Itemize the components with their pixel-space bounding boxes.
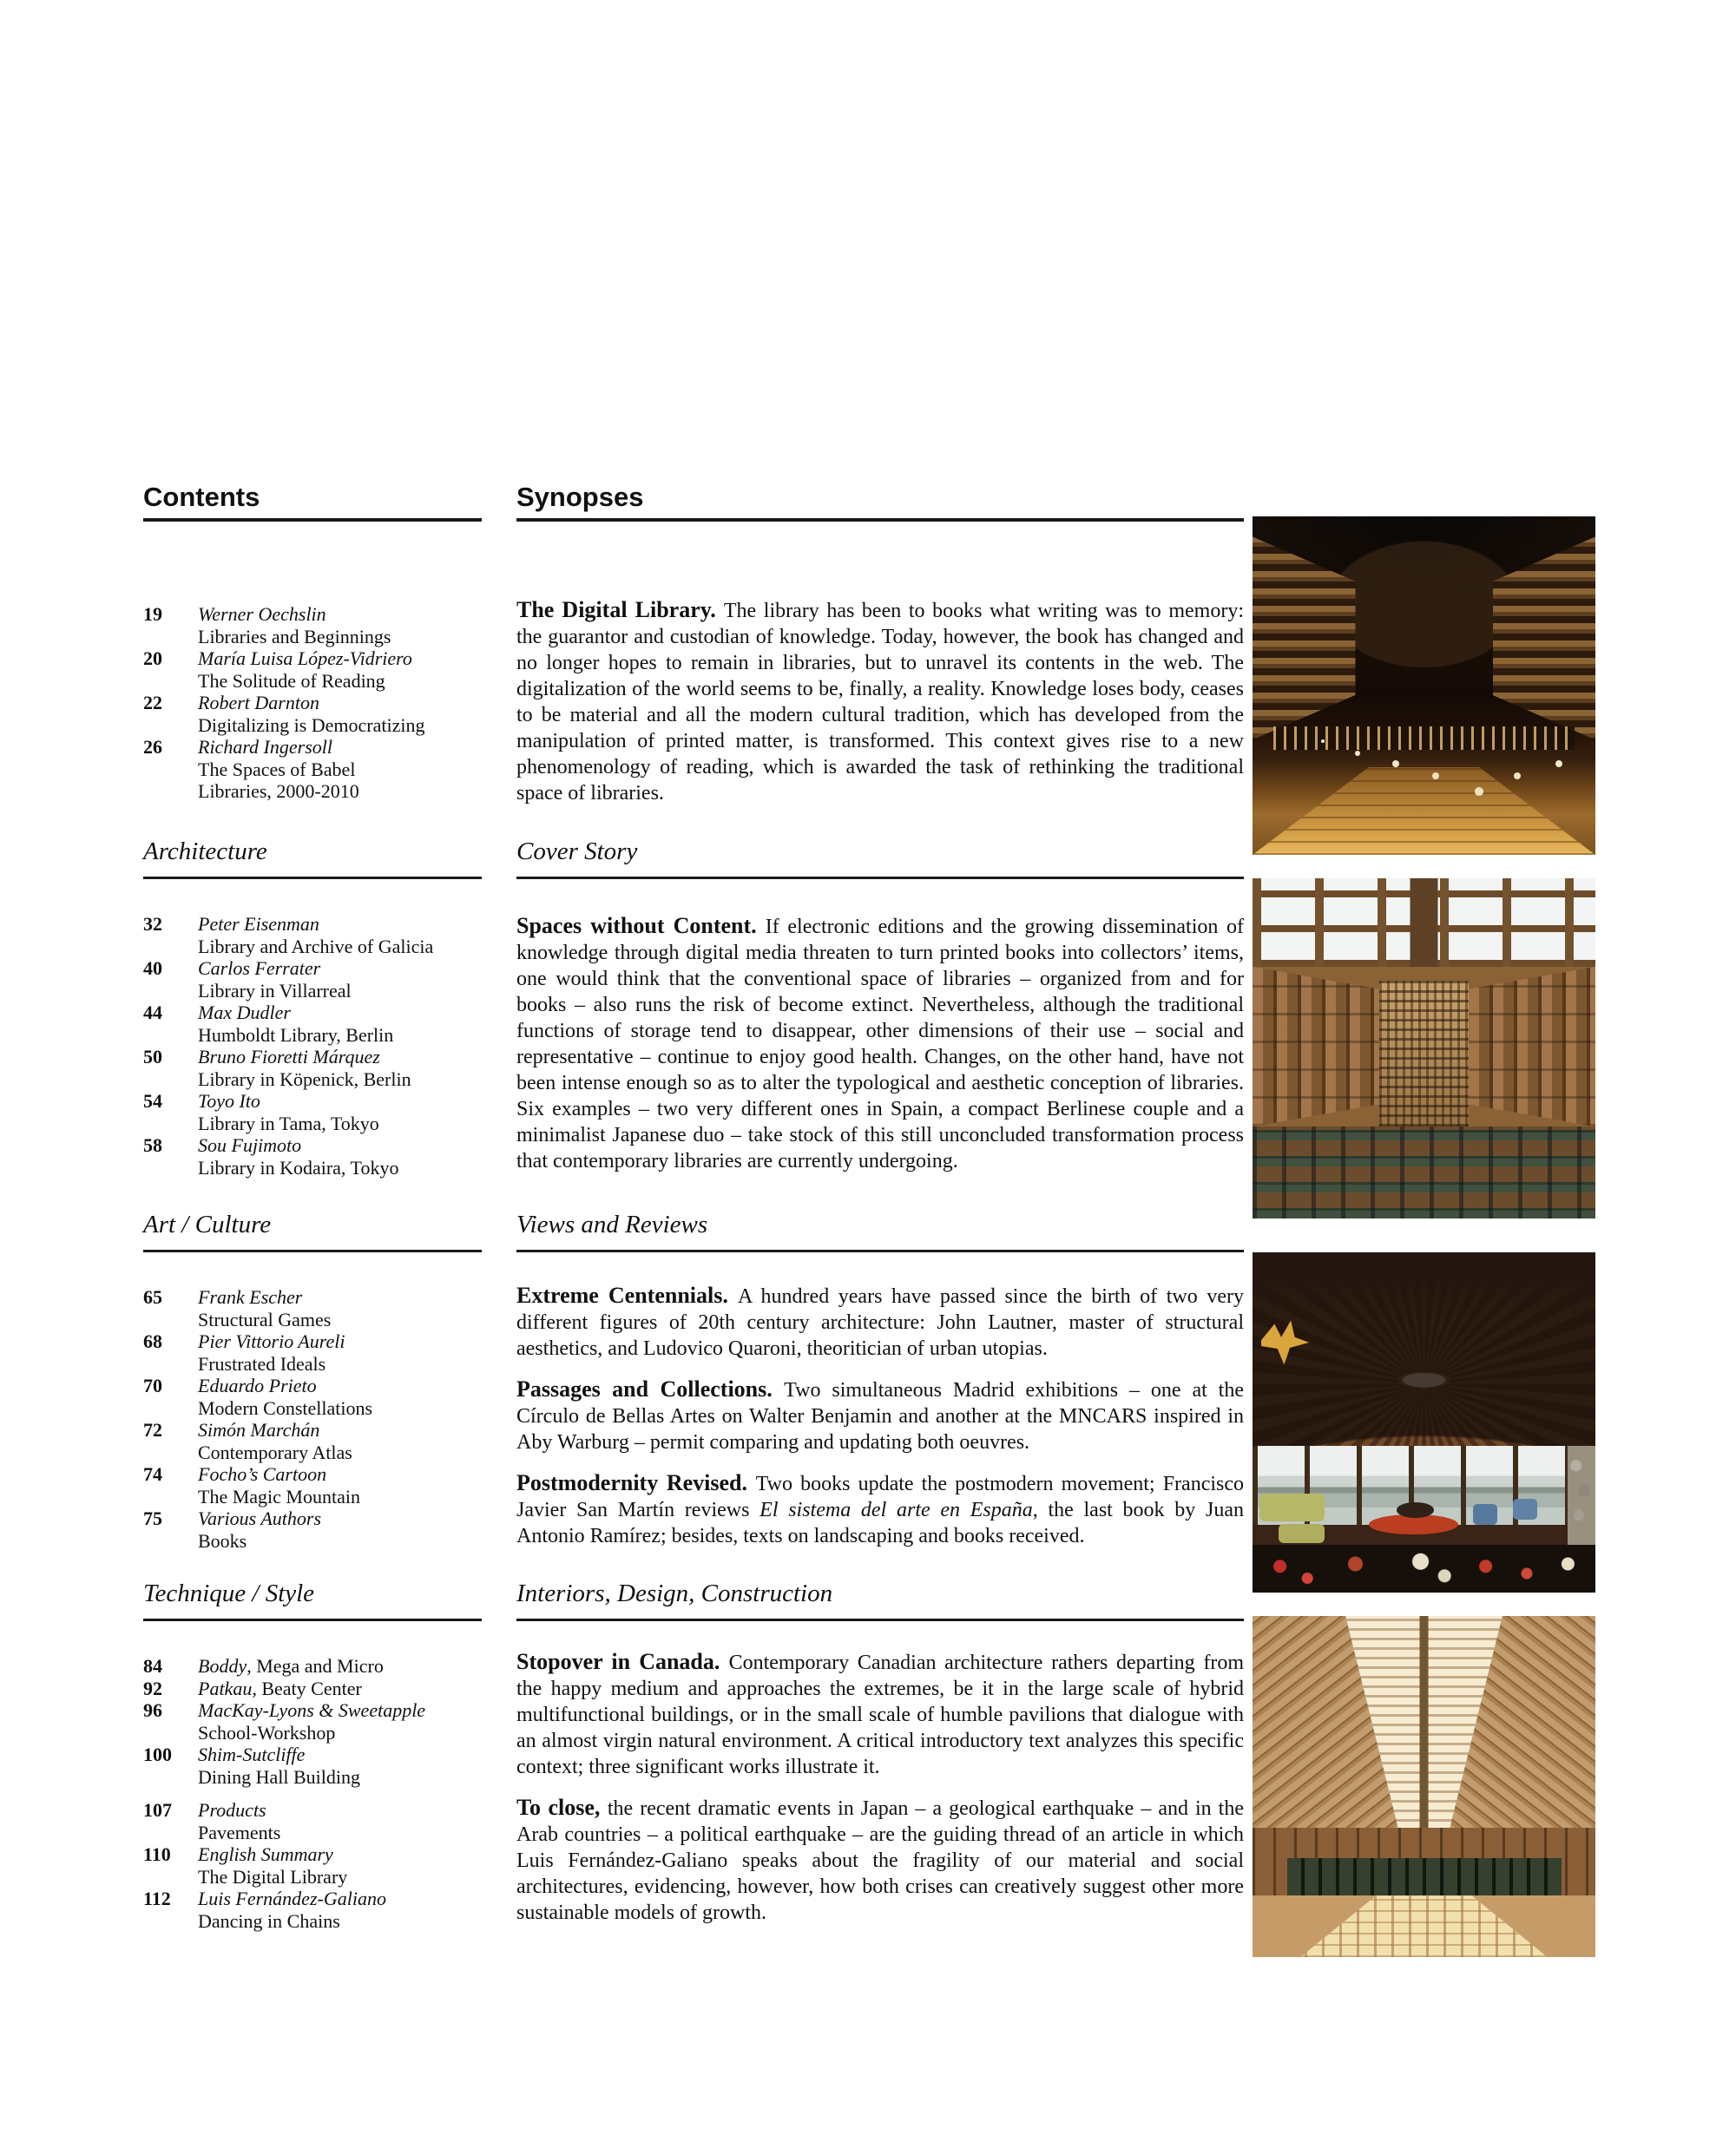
toc-author-line bbox=[198, 1286, 482, 1309]
toc-page-number: 22 bbox=[143, 692, 162, 713]
toc-entry-50 bbox=[143, 1046, 482, 1090]
toc-author-line bbox=[198, 603, 482, 626]
toc-entry-110 bbox=[143, 1843, 482, 1888]
synopsis-section-interiors bbox=[516, 1649, 1244, 1926]
toc-author: Pier Vittorio Aureli bbox=[198, 1330, 345, 1352]
toc-title: Library in Kodaira, Tokyo bbox=[198, 1156, 399, 1179]
toc-title: Humboldt Library, Berlin bbox=[198, 1023, 394, 1046]
toc-entry-40 bbox=[143, 957, 482, 1002]
toc-page-number: 72 bbox=[143, 1419, 162, 1441]
toc-page-number: 54 bbox=[143, 1090, 162, 1112]
toc-page-number: 32 bbox=[143, 913, 162, 935]
toc-entry-75 bbox=[143, 1508, 482, 1552]
toc-page-number: 40 bbox=[143, 957, 162, 979]
toc-entry-text bbox=[198, 1888, 482, 1932]
toc-author: Luis Fernández-Galiano bbox=[198, 1888, 386, 1909]
toc-entry-text bbox=[198, 1678, 482, 1700]
toc-entry-19 bbox=[143, 603, 482, 647]
photo-layer bbox=[1253, 1545, 1595, 1593]
toc-author-line bbox=[198, 1463, 482, 1486]
section-heading-interiors-design-construction: Interiors, Design, Construction bbox=[516, 1580, 1244, 1621]
toc-author-line bbox=[198, 1375, 482, 1397]
toc-entry-20 bbox=[143, 647, 482, 692]
toc-author-line bbox=[198, 736, 482, 759]
toc-author-suffix: Beaty Center bbox=[256, 1677, 362, 1699]
toc-title: The Digital Library bbox=[198, 1865, 348, 1888]
toc-entry-72 bbox=[143, 1419, 482, 1463]
toc-entry-text bbox=[198, 1843, 482, 1888]
toc-page-number: 50 bbox=[143, 1046, 162, 1067]
toc-author-line bbox=[198, 1744, 482, 1766]
toc-entry-text bbox=[198, 647, 482, 692]
toc-entry-text bbox=[198, 1046, 482, 1090]
synopsis-lead: Passages and Collections. bbox=[516, 1376, 785, 1402]
toc-title: School-Workshop bbox=[198, 1721, 336, 1744]
toc-page-number: 70 bbox=[143, 1375, 162, 1396]
toc-author-line bbox=[198, 957, 482, 980]
synopsis-text: The library has been to books what writing was to memory: the guarantor and custodian of knowledge. Today, however, the book has changed and no longer hopes to remain in libraries, but to unravel its contents in the web. The digitalization of the world seems to be, finally, a reality. Knowledge loses body, ceases to be material and all the modern cultural tradition, which has developed from the manipulation of printed matter, is transformed. This context gives rise to a new phenomenology of reading, which is awarded the task of rethinking the traditional space of libraries. bbox=[516, 600, 1244, 805]
toc-author-line bbox=[198, 1888, 482, 1910]
photo-layer bbox=[1397, 1502, 1434, 1518]
synopsis-lead: Stopover in Canada. bbox=[516, 1649, 729, 1674]
toc-entry-text bbox=[198, 1330, 482, 1375]
toc-author-line bbox=[198, 1655, 482, 1678]
section-heading-views-and-reviews: Views and Reviews bbox=[516, 1211, 1244, 1252]
toc-author-line bbox=[198, 1419, 482, 1442]
toc-title: Library in Köpenick, Berlin bbox=[198, 1067, 411, 1090]
toc-title: Modern Constellations bbox=[198, 1396, 373, 1419]
toc-author: Various Authors bbox=[198, 1508, 322, 1529]
section-heading-architecture: Architecture bbox=[143, 838, 482, 879]
toc-entry-text bbox=[198, 1134, 482, 1179]
photo-layer bbox=[1273, 726, 1575, 750]
synopsis-paragraph bbox=[516, 913, 1244, 1174]
synopsis-lead: Spaces without Content. bbox=[516, 913, 766, 938]
toc-entry-text bbox=[198, 603, 482, 647]
toc-page-number: 84 bbox=[143, 1655, 162, 1677]
toc-entry-text bbox=[198, 1463, 482, 1508]
toc-entry-54 bbox=[143, 1090, 482, 1134]
toc-author: English Summary bbox=[198, 1843, 333, 1865]
toc-entry-text bbox=[198, 1375, 482, 1419]
toc-page-number: 58 bbox=[143, 1134, 162, 1156]
photo-layer bbox=[1253, 1127, 1595, 1219]
toc-author-line bbox=[198, 913, 482, 936]
toc-entry-text bbox=[198, 1744, 482, 1788]
toc-entry-70 bbox=[143, 1375, 482, 1419]
toc-entry-112 bbox=[143, 1888, 482, 1932]
wooden-atrium-library-photo bbox=[1253, 878, 1595, 1219]
toc-title: The Spaces of Babel bbox=[198, 758, 356, 780]
toc-title: Libraries and Beginnings bbox=[198, 625, 391, 647]
toc-entry-text bbox=[198, 957, 482, 1002]
section-heading-technique-style: Technique / Style bbox=[143, 1580, 482, 1621]
synopsis-paragraph bbox=[516, 1470, 1244, 1549]
toc-page-number: 92 bbox=[143, 1677, 162, 1699]
synopsis-text: Two simultaneous Madrid exhibitions – one at the Círculo de Bellas Artes on Walter Benjamin and another at the MNCARS inspired in Aby Warburg – permit comparing and updating both oeuvres. bbox=[516, 1379, 1244, 1454]
toc-page-number: 20 bbox=[143, 647, 162, 669]
toc-author-line bbox=[198, 647, 482, 670]
synopsis-lead: Extreme Centennials. bbox=[516, 1283, 738, 1308]
synopsis-lead: To close, bbox=[516, 1795, 608, 1820]
toc-author: Products bbox=[198, 1799, 266, 1821]
toc-page-number: 65 bbox=[143, 1286, 162, 1308]
toc-title: Contemporary Atlas bbox=[198, 1441, 352, 1463]
toc-entry-96 bbox=[143, 1699, 482, 1744]
round-lakeside-living-room-photo bbox=[1253, 1252, 1595, 1593]
toc-author: Focho’s Cartoon bbox=[198, 1463, 327, 1485]
photo-layer bbox=[1253, 878, 1595, 967]
synopsis-lead: The Digital Library. bbox=[516, 597, 724, 622]
toc-entry-text bbox=[198, 1090, 482, 1134]
toc-entry-92 bbox=[143, 1678, 482, 1700]
photo-layer bbox=[1253, 967, 1379, 1127]
toc-author-line bbox=[198, 1330, 482, 1353]
synopsis-paragraph bbox=[516, 1283, 1244, 1362]
synopsis-text: A hundred years have passed since the birth of two very different figures of 20th century architecture: John Lautner, master of structural aesthetics, and Ludovico Quaroni, theoritician of urban utopias. bbox=[516, 1285, 1244, 1360]
toc-author: Max Dudler bbox=[198, 1002, 291, 1023]
toc-page-number: 68 bbox=[143, 1330, 162, 1352]
toc-entry-text bbox=[198, 1699, 482, 1744]
toc-entry-text bbox=[198, 692, 482, 736]
toc-author-line bbox=[198, 1046, 482, 1068]
photo-layer bbox=[1513, 1499, 1537, 1520]
toc-author-line bbox=[198, 1843, 482, 1866]
toc-page-number: 107 bbox=[143, 1799, 172, 1821]
toc-entry-text bbox=[198, 1002, 482, 1046]
toc-group-art-culture bbox=[143, 1286, 482, 1552]
toc-author-line bbox=[198, 1699, 482, 1722]
photo-layer bbox=[1253, 1252, 1595, 1446]
photo-layer bbox=[1259, 1494, 1325, 1521]
toc-entry-text bbox=[198, 1286, 482, 1330]
toc-entry-text bbox=[198, 736, 482, 803]
toc-entry-text bbox=[198, 1419, 482, 1463]
toc-title: Frustrated Ideals bbox=[198, 1352, 326, 1375]
synopsis-section-digital-library bbox=[516, 597, 1244, 806]
toc-author: Werner Oechslin bbox=[198, 603, 326, 625]
toc-author: Toyo Ito bbox=[198, 1090, 260, 1112]
toc-author-line bbox=[198, 1678, 482, 1700]
toc-author: Peter Eisenman bbox=[198, 913, 319, 935]
synopsis-text: If electronic editions and the growing dissemination of knowledge through digital media threaten to turn printed books into collectors’ items, one would think that the conventional space of libraries – organized from and for books – also runs the risk of become extinct. Nevertheless, although the traditional functions of storage tend to disappear, other dimensions of their use – social and representative – continue to enjoy good health. Changes, on the other hand, have not been intense enough so as to alter the typological and aesthetic conception of libraries. Six examples – two very different ones in Spain, a compact Berlinese couple and a minimalist Japanese duo – take stock of this still unconcluded transformation process that contemporary libraries are currently undergoing. bbox=[516, 916, 1244, 1173]
toc-author-line bbox=[198, 1508, 482, 1530]
toc-page-number: 96 bbox=[143, 1699, 162, 1721]
toc-entry-58 bbox=[143, 1134, 482, 1179]
toc-author: MacKay-Lyons & Sweetapple bbox=[198, 1699, 426, 1721]
section-heading-art-culture: Art / Culture bbox=[143, 1211, 482, 1252]
toc-author: Bruno Fioretti Márquez bbox=[198, 1046, 380, 1067]
photo-layer bbox=[1469, 967, 1595, 1127]
toc-title: Library in Villarreal bbox=[198, 979, 352, 1002]
toc-entry-26 bbox=[143, 736, 482, 803]
synopsis-italic-title: El sistema del arte en España bbox=[760, 1499, 1033, 1521]
toc-author: Robert Darnton bbox=[198, 692, 319, 713]
toc-group-architecture bbox=[143, 913, 482, 1179]
toc-entry-68 bbox=[143, 1330, 482, 1375]
toc-group-opening bbox=[143, 603, 482, 803]
toc-entry-22 bbox=[143, 692, 482, 736]
toc-title: Digitalizing is Democratizing bbox=[198, 713, 425, 736]
toc-author: Sou Fujimoto bbox=[198, 1134, 302, 1156]
toc-page-number: 26 bbox=[143, 736, 162, 758]
toc-title: Dining Hall Building bbox=[198, 1765, 360, 1788]
toc-author-line bbox=[198, 1002, 482, 1024]
toc-title: Books bbox=[198, 1529, 247, 1552]
synopsis-text: the recent dramatic events in Japan – a geological earthquake – and in the Arab countries – a political earthquake – are the guiding thread of an article in which Luis Fernández-Galiano speaks about the fragility of our material and social architectures, evidencing, however, how both crises can creatively suggest other more sustainable models of growth. bbox=[516, 1797, 1244, 1924]
toc-title: The Solitude of Reading bbox=[198, 669, 385, 692]
toc-author: Patkau, bbox=[198, 1677, 257, 1699]
synopsis-text: , the last book by Juan Antonio Ramírez; besides, texts on landscaping and books received. bbox=[516, 1499, 1244, 1547]
synopsis-section-views-and-reviews bbox=[516, 1283, 1244, 1549]
toc-author-line bbox=[198, 1799, 482, 1822]
toc-page-number: 74 bbox=[143, 1463, 162, 1485]
toc-page-number: 44 bbox=[143, 1002, 162, 1023]
synopsis-text: Contemporary Canadian architecture rathers departing from the happy medium and approaches the extremes, be it in the large scale of hybrid multifunctional buildings, or in the small scale of humble pavilions that dialogue with an almost virgin natural environment. A critical introductory text analyzes this specific context; three significant works illustrate it. bbox=[516, 1652, 1244, 1778]
toc-author: Boddy bbox=[198, 1655, 247, 1677]
toc-entry-65 bbox=[143, 1286, 482, 1330]
toc-page-number: 75 bbox=[143, 1508, 162, 1529]
toc-entry-100 bbox=[143, 1744, 482, 1788]
toc-title: Pavements bbox=[198, 1821, 281, 1843]
toc-group-technique-style bbox=[143, 1655, 482, 1932]
toc-page-number: 100 bbox=[143, 1744, 172, 1765]
toc-page-number: 112 bbox=[143, 1888, 171, 1909]
synopsis-paragraph bbox=[516, 1795, 1244, 1926]
toc-author: Frank Escher bbox=[198, 1286, 303, 1308]
toc-author-line bbox=[198, 1134, 482, 1157]
toc-author-line bbox=[198, 692, 482, 714]
section-heading-cover-story: Cover Story bbox=[516, 838, 1244, 879]
toc-author-line bbox=[198, 1090, 482, 1113]
toc-entry-text bbox=[198, 913, 482, 957]
toc-entry-text bbox=[198, 1799, 482, 1843]
toc-author-suffix: , Mega and Micro bbox=[247, 1655, 384, 1677]
toc-entry-32 bbox=[143, 913, 482, 957]
photo-layer bbox=[1568, 1446, 1595, 1545]
contents-header: Contents bbox=[143, 483, 482, 522]
synopsis-text: Two books update the postmodern movement; Francisco Javier San Martín reviews bbox=[516, 1473, 1244, 1521]
synopsis-paragraph bbox=[516, 1376, 1244, 1455]
synopsis-section-cover-story bbox=[516, 913, 1244, 1174]
toc-author: Eduardo Prieto bbox=[198, 1375, 317, 1396]
toc-author: María Luisa López-Vidriero bbox=[198, 647, 412, 669]
toc-page-number: 19 bbox=[143, 603, 162, 625]
toc-author: Simón Marchán bbox=[198, 1419, 320, 1441]
toc-entry-107 bbox=[143, 1799, 482, 1843]
toc-author: Carlos Ferrater bbox=[198, 957, 321, 979]
toc-entry-text bbox=[198, 1508, 482, 1552]
toc-entry-74 bbox=[143, 1463, 482, 1508]
timber-hall-interior-photo bbox=[1253, 1616, 1595, 1957]
photo-layer bbox=[1379, 981, 1469, 1127]
toc-entry-text bbox=[198, 1655, 482, 1678]
toc-author: Shim-Sutcliffe bbox=[198, 1744, 306, 1765]
toc-author: Richard Ingersoll bbox=[198, 736, 332, 758]
toc-title: The Magic Mountain bbox=[198, 1485, 360, 1508]
toc-title: Libraries, 2000-2010 bbox=[198, 780, 359, 802]
long-room-library-photo bbox=[1253, 516, 1595, 855]
toc-page-number: 110 bbox=[143, 1843, 171, 1865]
synopsis-lead: Postmodernity Revised. bbox=[516, 1470, 756, 1495]
toc-title: Library and Archive of Galicia bbox=[198, 935, 434, 957]
synopsis-paragraph bbox=[516, 1649, 1244, 1780]
toc-title: Dancing in Chains bbox=[198, 1909, 340, 1932]
toc-title: Library in Tama, Tokyo bbox=[198, 1112, 379, 1134]
toc-title: Structural Games bbox=[198, 1308, 332, 1330]
toc-entry-44 bbox=[143, 1002, 482, 1046]
synopses-header: Synopses bbox=[516, 483, 1244, 522]
photo-layer bbox=[1287, 1858, 1562, 1895]
toc-entry-84 bbox=[143, 1655, 482, 1678]
synopsis-paragraph bbox=[516, 597, 1244, 806]
